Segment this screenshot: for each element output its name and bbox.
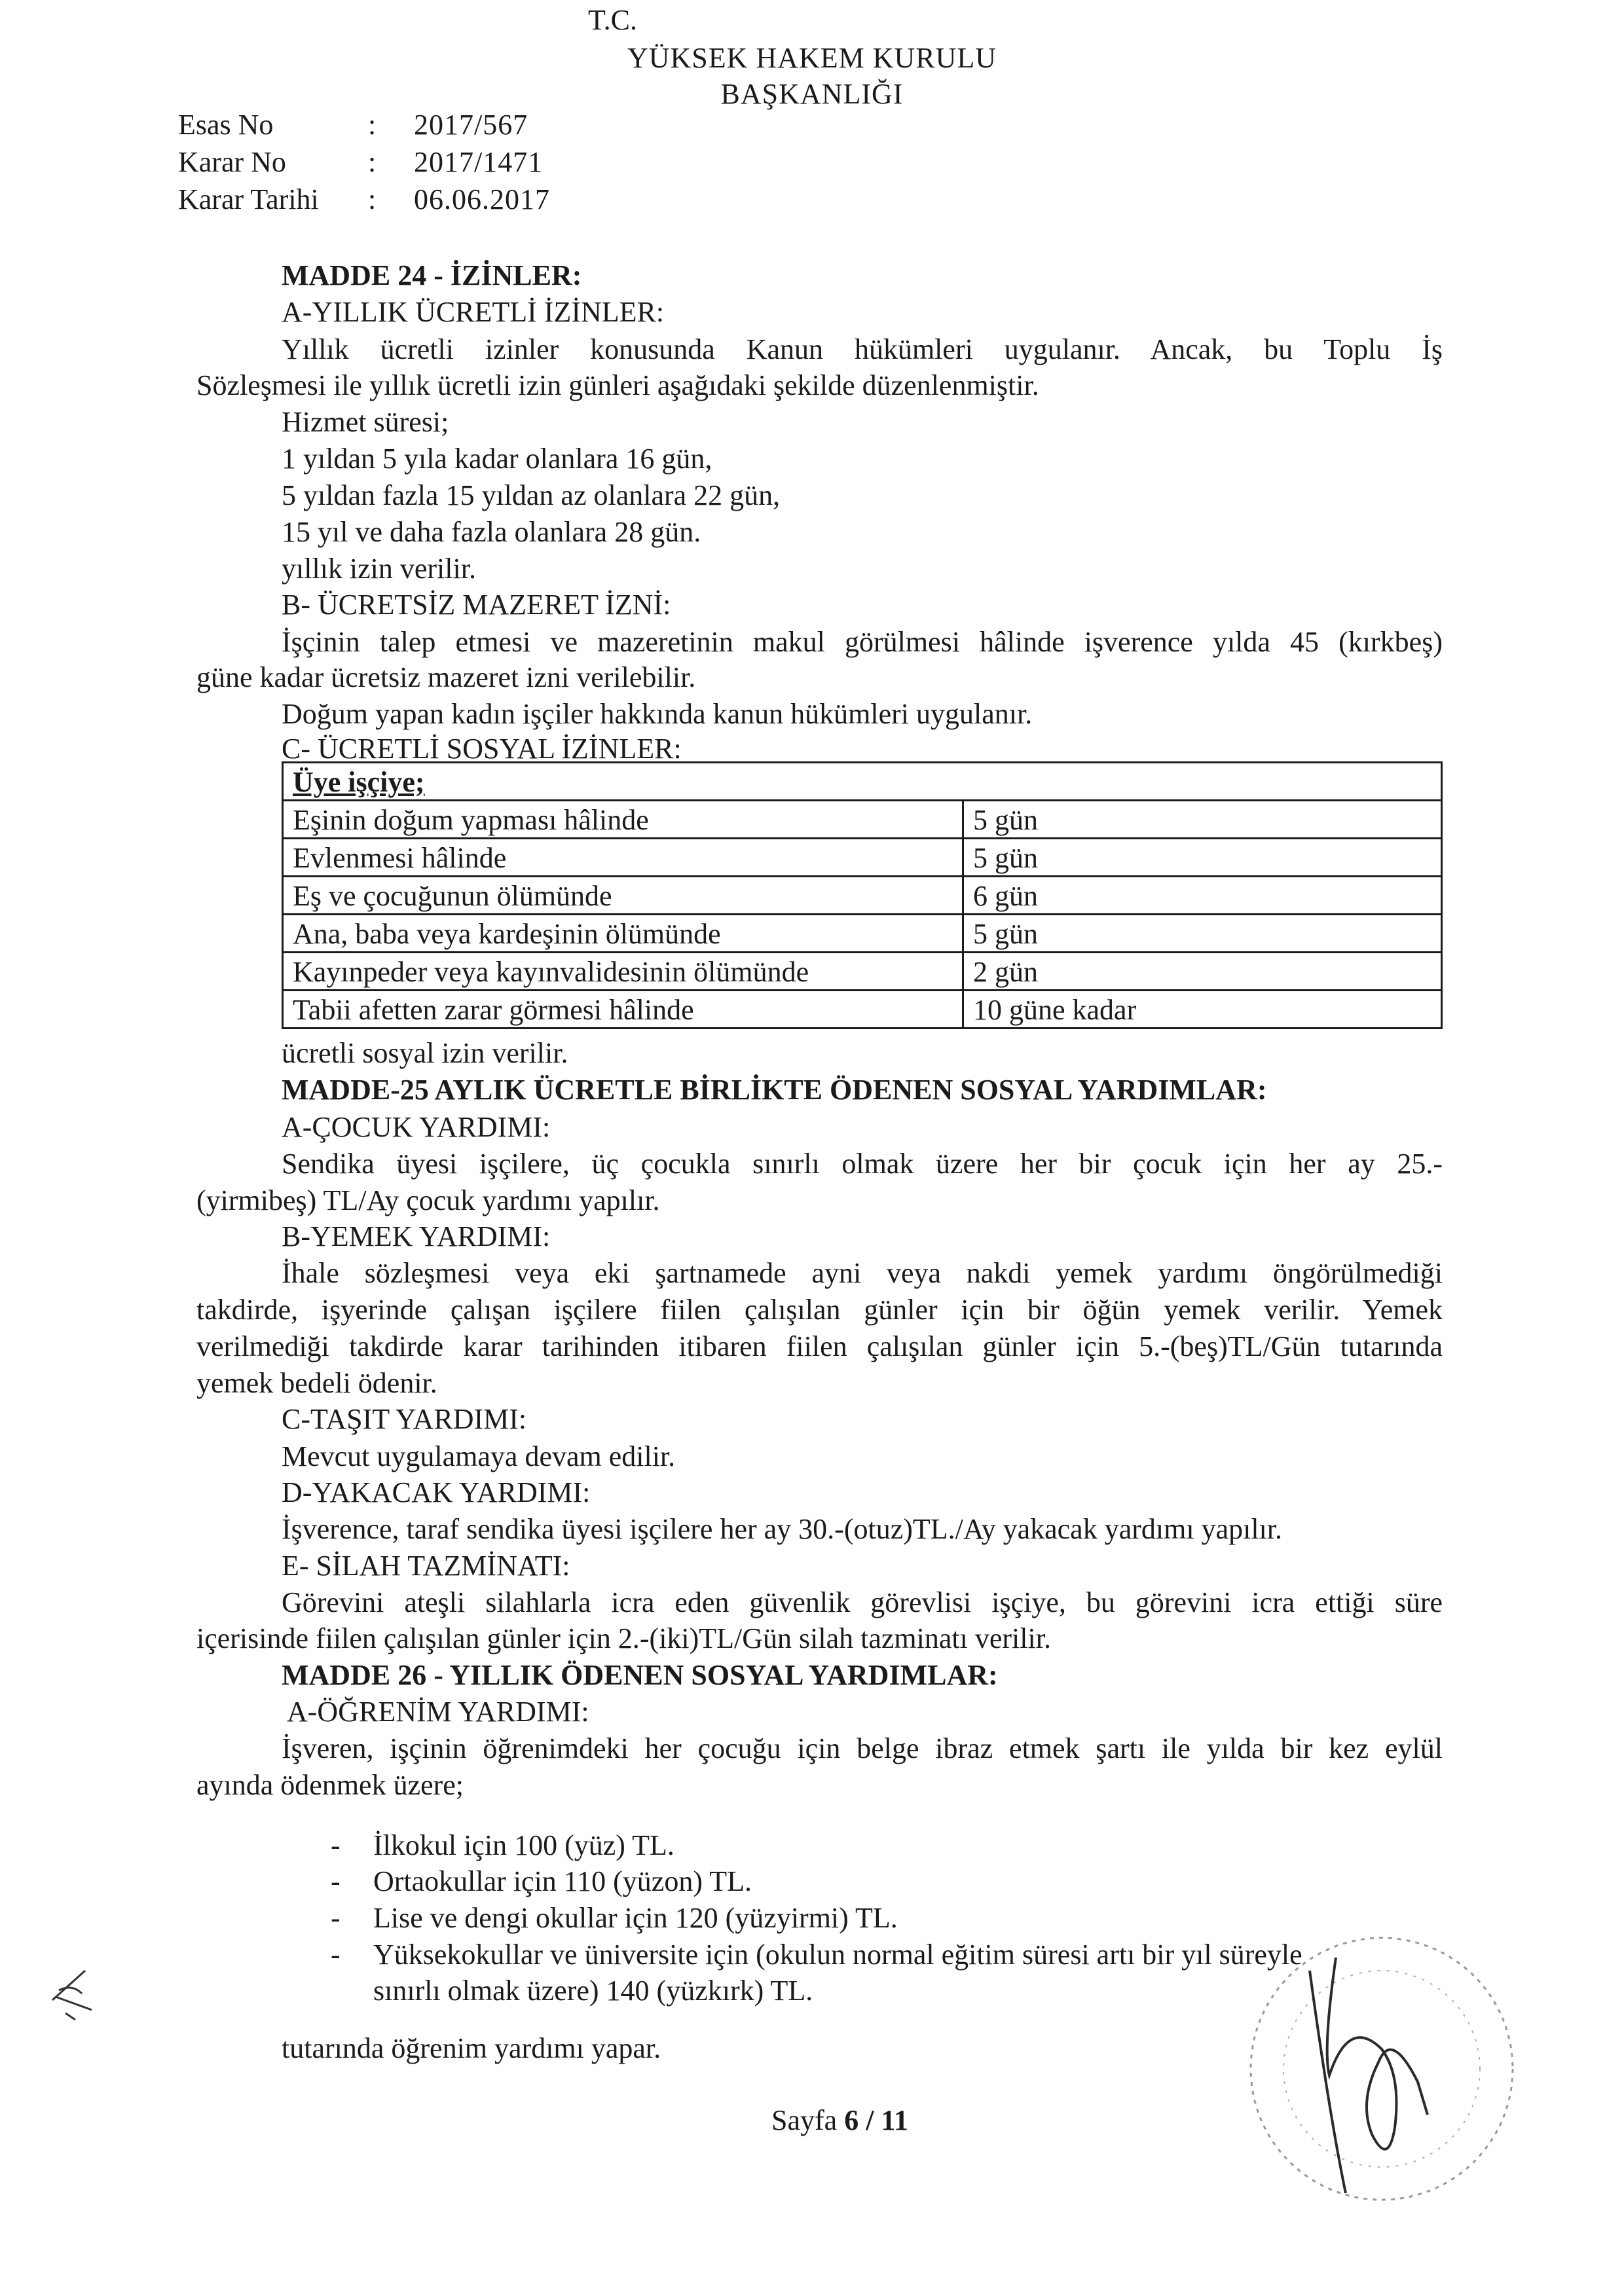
madde24-c-after: ücretli sosyal izin verilir. xyxy=(282,1037,568,1069)
madde25-b-line3: verilmediği takdirde karar tarihinden itibaren fiilen çalışılan günler için 5.-(beş)TL/Gün tutarında xyxy=(196,1330,1443,1362)
rule-2: 5 yıldan fazla 15 yıldan az olanlara 22 gün, xyxy=(282,479,781,511)
madde24-a-p1-line1: Yıllık ücretli izinler konusunda Kanun hükümleri uygulanır. Ancak, bu Toplu İş xyxy=(282,333,1443,365)
event-cell: Eş ve çocuğunun ölümünde xyxy=(283,877,963,915)
madde24-b-title: B- ÜCRETSİZ MAZERET İZNİ: xyxy=(282,589,671,621)
karar-value: 2017/1471 xyxy=(414,146,544,178)
esas-row xyxy=(178,106,550,143)
page-separator: / xyxy=(858,2104,881,2136)
madde25-a-title: A-ÇOCUK YARDIMI: xyxy=(282,1111,551,1143)
tarih-row xyxy=(178,181,550,218)
table-row xyxy=(283,915,1442,953)
madde25-a-line2: (yirmibeş) TL/Ay çocuk yardımı yapılır. xyxy=(196,1184,660,1216)
madde24-title: MADDE 24 - İZİNLER: xyxy=(282,259,582,291)
tarih-label: Karar Tarihi xyxy=(178,183,319,215)
madde24-a-title: A-YILLIK ÜCRETLİ İZİNLER: xyxy=(282,296,665,328)
esas-label: Esas No xyxy=(178,109,274,141)
table-header-cell: Üye işçiye; xyxy=(283,763,1442,801)
karar-row xyxy=(178,143,550,181)
madde25-title: MADDE-25 AYLIK ÜCRETLE BİRLİKTE ÖDENEN SOSYAL YARDIMLAR: xyxy=(282,1074,1267,1106)
page-current: 6 xyxy=(844,2104,859,2136)
yillik-izin-verilir: yıllık izin verilir. xyxy=(282,553,476,585)
madde25-b-line2: takdirde, işyerinde çalışan işçilere fiilen çalışılan günler için bir öğün yemek verilir. Yemek xyxy=(196,1294,1443,1326)
table-row xyxy=(283,953,1442,991)
days-cell: 5 gün xyxy=(963,915,1442,953)
madde25-e-line1: Görevini ateşli silahlarla icra eden güvenlik görevlisi işçiye, bu görevini icra ettiği süre xyxy=(282,1586,1443,1618)
list-item: Yüksekokullar ve üniversite için (okulun normal eğitim süresi artı bir yıl süreyle xyxy=(373,1939,1302,1971)
madde25-d-line1: İşverence, taraf sendika üyesi işçilere her ay 30.-(otuz)TL./Ay yakacak yardımı yapılır. xyxy=(282,1513,1282,1545)
table-row xyxy=(283,991,1442,1029)
event-cell: Tabii afetten zarar görmesi hâlinde xyxy=(283,991,963,1029)
institution-title: YÜKSEK HAKEM KURULU xyxy=(627,42,997,74)
esas-colon: : xyxy=(368,109,377,141)
rule-1: 1 yıldan 5 yıla kadar olanlara 16 gün, xyxy=(282,443,712,475)
days-cell: 5 gün xyxy=(963,801,1442,839)
madde24-a-p1-line2: Sözleşmesi ile yıllık ücretli izin günleri aşağıdaki şekilde düzenlenmiştir. xyxy=(196,369,1039,401)
case-meta xyxy=(178,106,550,218)
event-cell: Eşinin doğum yapması hâlinde xyxy=(283,801,963,839)
hizmet-suresi: Hizmet süresi; xyxy=(282,406,449,438)
list-item-continuation: sınırlı olmak üzere) 140 (yüzkırk) TL. xyxy=(373,1975,813,2007)
days-cell: 6 gün xyxy=(963,877,1442,915)
madde25-c-line1: Mevcut uygulamaya devam edilir. xyxy=(282,1440,676,1472)
days-cell: 5 gün xyxy=(963,839,1442,877)
tarih-colon: : xyxy=(368,183,377,215)
madde26-title: MADDE 26 - YILLIK ÖDENEN SOSYAL YARDIMLAR: xyxy=(282,1659,998,1691)
list-dash: - xyxy=(331,1829,341,1861)
list-dash: - xyxy=(331,1865,341,1897)
madde25-e-title: E- SİLAH TAZMİNATI: xyxy=(282,1550,570,1582)
madde24-b-p1-line1: İşçinin talep etmesi ve mazeretinin makul görülmesi hâlinde işverence yılda 45 (kırkbeş) xyxy=(282,626,1443,658)
madde25-c-title: C-TAŞIT YARDIMI: xyxy=(282,1403,527,1435)
rule-3: 15 yıl ve daha fazla olanlara 28 gün. xyxy=(282,516,701,548)
madde25-e-line2: içerisinde fiilen çalışılan günler için 2.-(iki)TL/Gün silah tazminatı verilir. xyxy=(196,1622,1051,1654)
madde26-closing: tutarında öğrenim yardımı yapar. xyxy=(282,2032,661,2064)
karar-colon: : xyxy=(368,146,377,178)
header-tc: T.C. xyxy=(588,4,637,36)
event-cell: Evlenmesi hâlinde xyxy=(283,839,963,877)
madde24-c-title: C- ÜCRETLİ SOSYAL İZİNLER: xyxy=(282,733,682,765)
esas-value: 2017/567 xyxy=(414,109,528,141)
madde25-b-title: B-YEMEK YARDIMI: xyxy=(282,1220,551,1252)
list-dash: - xyxy=(331,1902,341,1934)
page-number xyxy=(771,2102,908,2139)
list-item: Lise ve dengi okullar için 120 (yüzyirmi) TL. xyxy=(373,1902,898,1934)
tarih-value: 06.06.2017 xyxy=(414,183,550,215)
madde24-b-p2: Doğum yapan kadın işçiler hakkında kanun hükümleri uygulanır. xyxy=(282,698,1033,730)
list-item: Ortaokullar için 110 (yüzon) TL. xyxy=(373,1865,752,1897)
official-stamp xyxy=(1231,1918,1532,2219)
page-total: 11 xyxy=(881,2104,908,2136)
days-cell: 10 güne kadar xyxy=(963,991,1442,1029)
madde25-b-line4: yemek bedeli ödenir. xyxy=(196,1367,437,1399)
list-dash: - xyxy=(331,1939,341,1971)
days-cell: 2 gün xyxy=(963,953,1442,991)
karar-label: Karar No xyxy=(178,146,286,178)
social-leave-table xyxy=(282,761,1443,1029)
table-row xyxy=(283,839,1442,877)
page-prefix: Sayfa xyxy=(771,2104,845,2136)
table-row xyxy=(283,877,1442,915)
madde25-b-line1: İhale sözleşmesi veya eki şartnamede ayni veya nakdi yemek yardımı öngörülmediği xyxy=(282,1257,1443,1289)
initial-mark xyxy=(46,1964,98,2023)
signature-icon xyxy=(1310,1958,1428,2193)
list-item: İlkokul için 100 (yüz) TL. xyxy=(373,1829,674,1861)
madde25-a-line1: Sendika üyesi işçilere, üç çocukla sınırlı olmak üzere her bir çocuk için her ay 25.- xyxy=(282,1148,1443,1180)
madde26-a-line1: İşveren, işçinin öğrenimdeki her çocuğu için belge ibraz etmek şartı ile yılda bir kez eylül xyxy=(282,1732,1443,1764)
institution-subtitle: BAŞKANLIĞI xyxy=(720,78,904,110)
table-row xyxy=(283,801,1442,839)
madde24-b-p1-line2: güne kadar ücretsiz mazeret izni verilebilir. xyxy=(196,661,696,693)
event-cell: Kayınpeder veya kayınvalidesinin ölümünde xyxy=(283,953,963,991)
table-header-row xyxy=(283,763,1442,801)
madde26-a-line2: ayında ödenmek üzere; xyxy=(196,1769,464,1801)
madde25-d-title: D-YAKACAK YARDIMI: xyxy=(282,1476,591,1508)
madde26-a-title: A-ÖĞRENİM YARDIMI: xyxy=(287,1696,589,1728)
event-cell: Ana, baba veya kardeşinin ölümünde xyxy=(283,915,963,953)
